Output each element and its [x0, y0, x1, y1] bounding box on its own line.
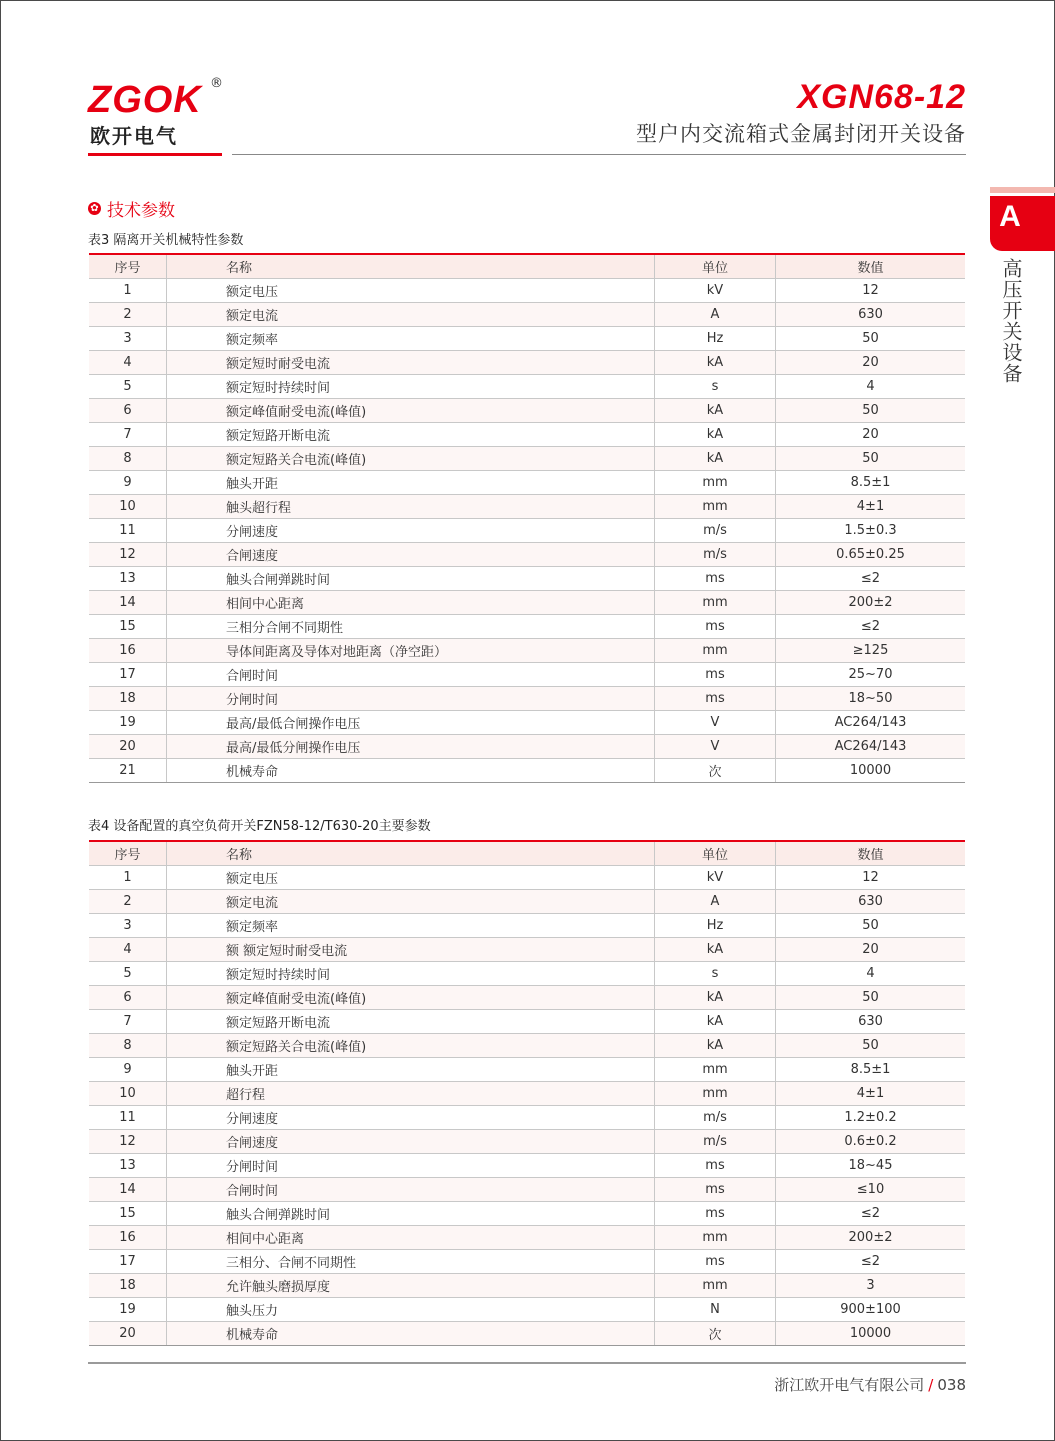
cell-no: 8	[89, 1034, 167, 1058]
cell-value: ≥125	[776, 639, 966, 663]
cell-value: 900±100	[776, 1298, 966, 1322]
cell-name: 触头超行程	[167, 495, 655, 519]
table-row	[89, 399, 965, 423]
table-row	[89, 1298, 965, 1322]
cell-name: 额 额定短时耐受电流	[167, 938, 655, 962]
product-model: XGN68-12	[797, 78, 966, 116]
cell-value: 10000	[776, 759, 966, 783]
table-row	[89, 375, 965, 399]
table-row	[89, 890, 965, 914]
cell-value: 4±1	[776, 1082, 966, 1106]
cell-name: 最高/最低分闸操作电压	[167, 735, 655, 759]
table-row	[89, 279, 965, 303]
cell-no: 11	[89, 1106, 167, 1130]
cell-name: 额定短路开断电流	[167, 1010, 655, 1034]
table-row	[89, 735, 965, 759]
cell-value: 20	[776, 938, 966, 962]
table-row	[89, 1178, 965, 1202]
cell-no: 10	[89, 1082, 167, 1106]
cell-no: 20	[89, 735, 167, 759]
cell-name: 额定频率	[167, 914, 655, 938]
cell-value: 4	[776, 375, 966, 399]
cell-value: AC264/143	[776, 735, 966, 759]
cell-no: 6	[89, 986, 167, 1010]
table-row	[89, 327, 965, 351]
table-row	[89, 471, 965, 495]
table-row	[89, 543, 965, 567]
table-row	[89, 711, 965, 735]
table3-spec-table	[89, 253, 965, 783]
cell-name: 额定电流	[167, 890, 655, 914]
cell-no: 15	[89, 1202, 167, 1226]
cell-value: 630	[776, 890, 966, 914]
cell-no: 9	[89, 1058, 167, 1082]
footer-divider	[88, 1362, 966, 1364]
table-row	[89, 447, 965, 471]
cell-value: 1.5±0.3	[776, 519, 966, 543]
table-row	[89, 1010, 965, 1034]
col-header-no: 序号	[89, 841, 167, 866]
cell-name: 合闸速度	[167, 1130, 655, 1154]
cell-unit: kV	[655, 279, 776, 303]
product-subtitle: 型户内交流箱式金属封闭开关设备	[636, 122, 966, 146]
cell-name: 分闸时间	[167, 687, 655, 711]
side-tab-label: 高压开关设备	[999, 258, 1023, 384]
cell-no: 4	[89, 938, 167, 962]
cell-no: 10	[89, 495, 167, 519]
cell-value: 12	[776, 279, 966, 303]
cell-value: 10000	[776, 1322, 966, 1346]
cell-unit: N	[655, 1298, 776, 1322]
cell-name: 额定短路关合电流(峰值)	[167, 447, 655, 471]
cell-no: 18	[89, 687, 167, 711]
cell-value: 50	[776, 447, 966, 471]
cell-unit: m/s	[655, 519, 776, 543]
col-header-value: 数值	[776, 841, 966, 866]
cell-value: ≤2	[776, 1202, 966, 1226]
cell-no: 16	[89, 1226, 167, 1250]
cell-no: 1	[89, 279, 167, 303]
cell-value: 1.2±0.2	[776, 1106, 966, 1130]
cell-no: 8	[89, 447, 167, 471]
table-row	[89, 1250, 965, 1274]
cell-no: 3	[89, 914, 167, 938]
cell-name: 合闸时间	[167, 663, 655, 687]
cell-name: 额定短时持续时间	[167, 962, 655, 986]
table-row	[89, 1322, 965, 1346]
cell-name: 超行程	[167, 1082, 655, 1106]
cell-name: 额定峰值耐受电流(峰值)	[167, 399, 655, 423]
table-row	[89, 1154, 965, 1178]
side-tab-letter: A	[999, 200, 1021, 233]
gear-icon: ✿	[88, 202, 101, 215]
table-row	[89, 1106, 965, 1130]
cell-value: ≤2	[776, 1250, 966, 1274]
cell-name: 合闸时间	[167, 1178, 655, 1202]
side-section-tab	[990, 196, 1055, 251]
cell-no: 21	[89, 759, 167, 783]
cell-no: 1	[89, 866, 167, 890]
cell-value: 20	[776, 423, 966, 447]
cell-unit: m/s	[655, 543, 776, 567]
cell-name: 分闸速度	[167, 519, 655, 543]
page-number: 038	[937, 1376, 966, 1394]
cell-no: 7	[89, 423, 167, 447]
cell-name: 触头开距	[167, 471, 655, 495]
cell-unit: V	[655, 711, 776, 735]
cell-unit: m/s	[655, 1106, 776, 1130]
cell-no: 18	[89, 1274, 167, 1298]
table-row	[89, 1082, 965, 1106]
cell-unit: s	[655, 375, 776, 399]
cell-value: 630	[776, 303, 966, 327]
cell-value: 0.65±0.25	[776, 543, 966, 567]
cell-no: 20	[89, 1322, 167, 1346]
logo-chinese-name: 欧开电气	[90, 124, 178, 148]
col-header-name: 名称	[167, 254, 655, 279]
table-row	[89, 1274, 965, 1298]
cell-name: 额定短时持续时间	[167, 375, 655, 399]
cell-no: 5	[89, 375, 167, 399]
cell-name: 额定电流	[167, 303, 655, 327]
table-row	[89, 986, 965, 1010]
cell-value: 50	[776, 399, 966, 423]
cell-name: 额定电压	[167, 279, 655, 303]
cell-name: 额定短路关合电流(峰值)	[167, 1034, 655, 1058]
table-row	[89, 639, 965, 663]
cell-name: 额定峰值耐受电流(峰值)	[167, 986, 655, 1010]
cell-unit: 次	[655, 759, 776, 783]
table-row	[89, 519, 965, 543]
cell-unit: V	[655, 735, 776, 759]
cell-name: 机械寿命	[167, 1322, 655, 1346]
cell-name: 导体间距离及导体对地距离（净空距）	[167, 639, 655, 663]
table-row	[89, 1034, 965, 1058]
section-title-text: 技术参数	[107, 201, 175, 221]
cell-unit: kA	[655, 1034, 776, 1058]
table-row	[89, 759, 965, 783]
cell-unit: kA	[655, 351, 776, 375]
cell-unit: kA	[655, 938, 776, 962]
cell-name: 触头合闸弹跳时间	[167, 567, 655, 591]
cell-no: 7	[89, 1010, 167, 1034]
table4-spec-table	[89, 840, 965, 1346]
cell-unit: mm	[655, 1274, 776, 1298]
cell-no: 4	[89, 351, 167, 375]
cell-unit: ms	[655, 1250, 776, 1274]
cell-value: 200±2	[776, 591, 966, 615]
table-row	[89, 1130, 965, 1154]
cell-no: 12	[89, 543, 167, 567]
table-row	[89, 1058, 965, 1082]
cell-unit: kV	[655, 866, 776, 890]
cell-name: 分闸速度	[167, 1106, 655, 1130]
table-row	[89, 914, 965, 938]
cell-unit: 次	[655, 1322, 776, 1346]
logo-underline	[88, 153, 222, 156]
cell-value: 4	[776, 962, 966, 986]
cell-no: 9	[89, 471, 167, 495]
cell-unit: mm	[655, 639, 776, 663]
cell-name: 三相分合闸不同期性	[167, 615, 655, 639]
registered-mark: ®	[210, 76, 223, 91]
cell-unit: s	[655, 962, 776, 986]
cell-name: 允许触头磨损厚度	[167, 1274, 655, 1298]
cell-value: 50	[776, 1034, 966, 1058]
cell-unit: mm	[655, 591, 776, 615]
cell-value: ≤10	[776, 1178, 966, 1202]
col-header-unit: 单位	[655, 841, 776, 866]
page-footer	[774, 1374, 966, 1395]
cell-no: 19	[89, 711, 167, 735]
cell-no: 12	[89, 1130, 167, 1154]
cell-no: 3	[89, 327, 167, 351]
cell-unit: Hz	[655, 327, 776, 351]
side-tab-accent	[990, 187, 1055, 193]
cell-unit: m/s	[655, 1130, 776, 1154]
cell-unit: mm	[655, 1058, 776, 1082]
cell-no: 2	[89, 890, 167, 914]
cell-name: 触头开距	[167, 1058, 655, 1082]
cell-name: 触头合闸弹跳时间	[167, 1202, 655, 1226]
cell-value: 50	[776, 914, 966, 938]
table-row	[89, 687, 965, 711]
cell-name: 机械寿命	[167, 759, 655, 783]
table-row	[89, 962, 965, 986]
col-header-value: 数值	[776, 254, 966, 279]
cell-no: 13	[89, 1154, 167, 1178]
cell-name: 触头压力	[167, 1298, 655, 1322]
table-row	[89, 591, 965, 615]
cell-unit: mm	[655, 495, 776, 519]
table-row	[89, 423, 965, 447]
cell-unit: kA	[655, 423, 776, 447]
cell-unit: kA	[655, 399, 776, 423]
cell-name: 额定短路开断电流	[167, 423, 655, 447]
cell-unit: ms	[655, 1202, 776, 1226]
footer-separator: /	[928, 1376, 934, 1394]
cell-value: 3	[776, 1274, 966, 1298]
table3-caption: 表3 隔离开关机械特性参数	[88, 233, 244, 248]
cell-no: 13	[89, 567, 167, 591]
cell-no: 14	[89, 591, 167, 615]
cell-value: 0.6±0.2	[776, 1130, 966, 1154]
logo-wordmark: ZGOK	[88, 79, 202, 121]
cell-unit: ms	[655, 687, 776, 711]
cell-no: 11	[89, 519, 167, 543]
table-row	[89, 567, 965, 591]
cell-unit: mm	[655, 471, 776, 495]
cell-unit: mm	[655, 1226, 776, 1250]
cell-unit: ms	[655, 615, 776, 639]
footer-company: 浙江欧开电气有限公司	[774, 1376, 925, 1394]
cell-name: 最高/最低合闸操作电压	[167, 711, 655, 735]
cell-value: 18~45	[776, 1154, 966, 1178]
cell-unit: mm	[655, 1082, 776, 1106]
cell-value: ≤2	[776, 567, 966, 591]
cell-unit: ms	[655, 567, 776, 591]
table-row	[89, 663, 965, 687]
cell-value: 8.5±1	[776, 471, 966, 495]
cell-unit: A	[655, 303, 776, 327]
cell-unit: ms	[655, 1154, 776, 1178]
cell-name: 三相分、合闸不同期性	[167, 1250, 655, 1274]
cell-no: 14	[89, 1178, 167, 1202]
cell-value: 20	[776, 351, 966, 375]
cell-unit: kA	[655, 1010, 776, 1034]
table-row	[89, 1202, 965, 1226]
table-row	[89, 495, 965, 519]
cell-unit: Hz	[655, 914, 776, 938]
table-row	[89, 351, 965, 375]
table-row	[89, 303, 965, 327]
cell-name: 额定频率	[167, 327, 655, 351]
cell-no: 17	[89, 1250, 167, 1274]
cell-name: 合闸速度	[167, 543, 655, 567]
col-header-name: 名称	[167, 841, 655, 866]
table-row	[89, 938, 965, 962]
cell-no: 2	[89, 303, 167, 327]
table-header-row	[89, 841, 965, 866]
table-row	[89, 866, 965, 890]
col-header-no: 序号	[89, 254, 167, 279]
cell-unit: ms	[655, 663, 776, 687]
table-row	[89, 615, 965, 639]
table-header-row	[89, 254, 965, 279]
col-header-unit: 单位	[655, 254, 776, 279]
cell-unit: kA	[655, 447, 776, 471]
cell-value: 630	[776, 1010, 966, 1034]
cell-no: 5	[89, 962, 167, 986]
cell-name: 相间中心距离	[167, 1226, 655, 1250]
cell-value: AC264/143	[776, 711, 966, 735]
cell-value: 50	[776, 327, 966, 351]
cell-name: 相间中心距离	[167, 591, 655, 615]
cell-name: 额定电压	[167, 866, 655, 890]
cell-no: 6	[89, 399, 167, 423]
cell-value: 4±1	[776, 495, 966, 519]
cell-value: ≤2	[776, 615, 966, 639]
cell-value: 25~70	[776, 663, 966, 687]
cell-value: 50	[776, 986, 966, 1010]
header-divider	[232, 154, 966, 155]
company-logo	[88, 76, 228, 160]
cell-value: 18~50	[776, 687, 966, 711]
section-title	[88, 196, 175, 221]
cell-unit: kA	[655, 986, 776, 1010]
cell-name: 分闸时间	[167, 1154, 655, 1178]
cell-value: 200±2	[776, 1226, 966, 1250]
table-row	[89, 1226, 965, 1250]
cell-name: 额定短时耐受电流	[167, 351, 655, 375]
cell-no: 15	[89, 615, 167, 639]
cell-unit: ms	[655, 1178, 776, 1202]
cell-no: 19	[89, 1298, 167, 1322]
table4-caption: 表4 设备配置的真空负荷开关FZN58-12/T630-20主要参数	[88, 819, 431, 834]
cell-value: 8.5±1	[776, 1058, 966, 1082]
cell-no: 16	[89, 639, 167, 663]
cell-unit: A	[655, 890, 776, 914]
cell-no: 17	[89, 663, 167, 687]
cell-value: 12	[776, 866, 966, 890]
